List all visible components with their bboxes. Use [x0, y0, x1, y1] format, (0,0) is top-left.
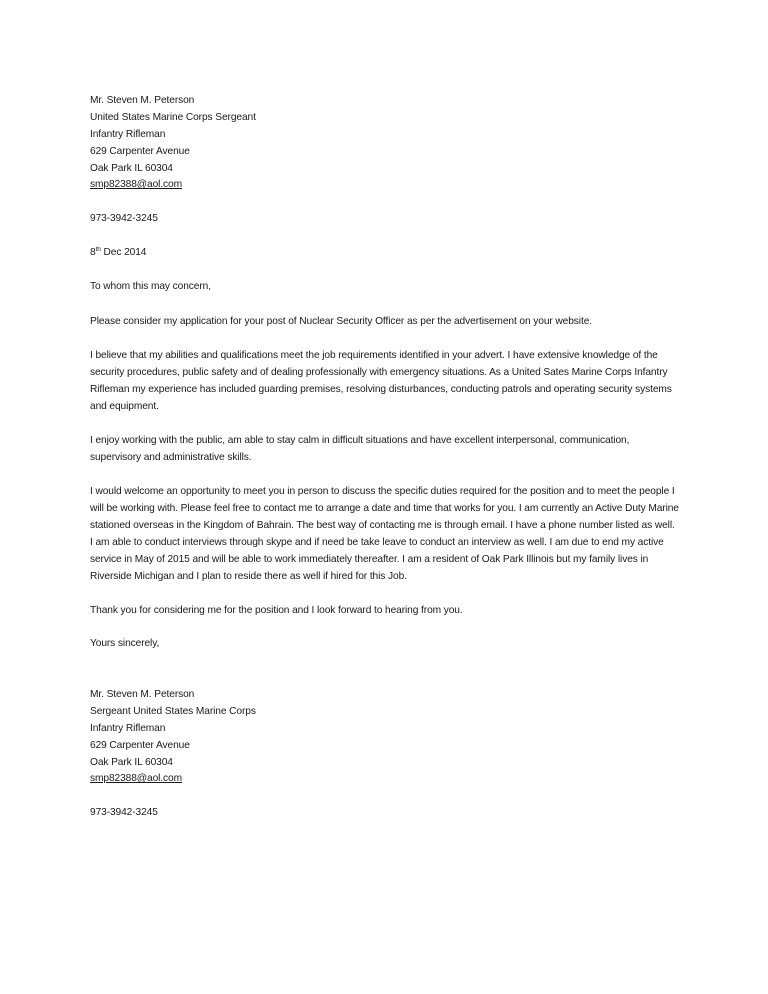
- paragraph-qualifications: I believe that my abilities and qualifications meet the job requirements identified in your advert. I have extensive knowledge of the security procedures, public safety and of dealing professionally with emergency situations. As a United Sates Marine Corps Infantry Rifleman my experience has included guarding premises, resolving disturbances, conducting patrols and operating security systems and equipment.: [90, 349, 672, 412]
- sender-city: Oak Park IL 60304: [90, 162, 173, 174]
- signature-street: 629 Carpenter Avenue: [90, 739, 190, 751]
- paragraph-interview: I would welcome an opportunity to meet you in person to discuss the specific duties required for the position and to meet the people I will be working with. Please feel free to contact me to arrange a date and time that works for you. I am currently an Active Duty Marine stationed overseas in the Kingdom of Bahrain. The best way of contacting me is through email. I have a phone number listed as well. I am able to conduct interviews through skype and if need be take leave to conduct an interview as well. I am due to end my active service in May of 2015 and will be able to work immediately thereafter. I am a resident of Oak Park Illinois but my family lives in Riverside Michigan and I plan to reside there as well if hired for this Job.: [90, 485, 679, 583]
- signature-city: Oak Park IL 60304: [90, 756, 173, 768]
- paragraph-thanks: Thank you for considering me for the position and I look forward to hearing from you.: [90, 605, 463, 617]
- closing: Yours sincerely,: [90, 638, 160, 650]
- signature-role: Infantry Rifleman: [90, 722, 166, 734]
- paragraph-skills: I enjoy working with the public, am able to stay calm in difficult situations and have excellent interpersonal, communication, supervisory and administrative skills.: [90, 434, 630, 463]
- sender-title: United States Marine Corps Sergeant: [90, 111, 256, 123]
- signature-email-link[interactable]: smp82388@aol.com: [90, 773, 182, 785]
- signature-name: Mr. Steven M. Peterson: [90, 689, 195, 701]
- sender-name: Mr. Steven M. Peterson: [90, 95, 195, 106]
- signature-phone: 973-3942-3245: [90, 807, 158, 819]
- paragraph-application: Please consider my application for your post of Nuclear Security Officer as per the advertisement on your website.: [90, 315, 592, 327]
- sender-role: Infantry Rifleman: [90, 128, 166, 140]
- salutation: To whom this may concern,: [90, 280, 211, 292]
- letter-page: [90, 93, 690, 822]
- sender-email-link[interactable]: smp82388@aol.com: [90, 179, 182, 191]
- signature-title: Sergeant United States Marine Corps: [90, 705, 256, 717]
- letter-date: 8th Dec 2014: [90, 246, 147, 259]
- sender-phone: 973-3942-3245: [90, 213, 158, 225]
- sender-header: [90, 93, 690, 228]
- sender-street: 629 Carpenter Avenue: [90, 145, 190, 157]
- signature-block: [90, 687, 690, 822]
